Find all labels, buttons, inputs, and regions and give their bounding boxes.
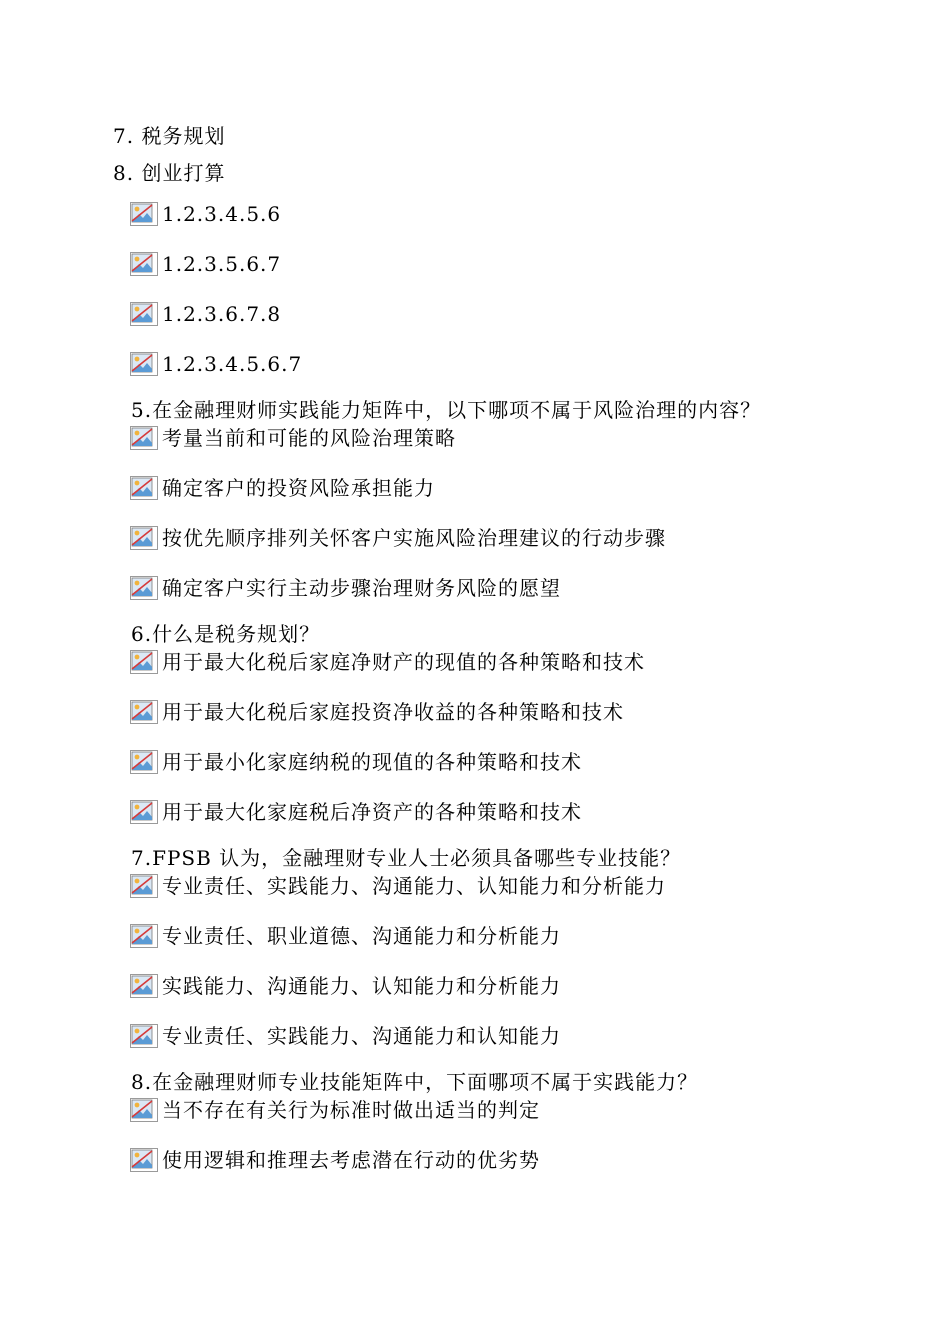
option-text: 用于最大化税后家庭投资净收益的各种策略和技术 — [162, 700, 624, 724]
broken-image-icon — [130, 974, 158, 998]
option-row — [130, 1096, 540, 1124]
option-text: 1.2.3.6.7.8 — [162, 302, 282, 326]
option-row — [130, 250, 281, 278]
option-text: 1.2.3.5.6.7 — [162, 252, 282, 276]
broken-image-icon — [130, 750, 158, 774]
option-row — [130, 200, 281, 228]
broken-image-icon — [130, 924, 158, 948]
option-row — [130, 300, 281, 328]
question-text: 6.什么是税务规划？ — [131, 622, 321, 646]
option-text: 1.2.3.4.5.6 — [162, 202, 282, 226]
broken-image-icon — [130, 352, 158, 376]
option-row — [130, 698, 624, 726]
option-row — [130, 648, 645, 676]
option-text: 专业责任、职业道德、沟通能力和分析能力 — [162, 924, 561, 948]
broken-image-icon — [130, 476, 158, 500]
question-text: 5.在金融理财师实践能力矩阵中，以下哪项不属于风险治理的内容？ — [131, 398, 762, 422]
option-row — [130, 1146, 540, 1174]
option-text: 按优先顺序排列关怀客户实施风险治理建议的行动步骤 — [162, 526, 666, 550]
option-text: 专业责任、实践能力、沟通能力和认知能力 — [162, 1024, 561, 1048]
option-row — [130, 1022, 561, 1050]
broken-image-icon — [130, 426, 158, 450]
broken-image-icon — [130, 302, 158, 326]
broken-image-icon — [130, 576, 158, 600]
option-row — [130, 574, 561, 602]
option-text: 使用逻辑和推理去考虑潜在行动的优劣势 — [162, 1148, 540, 1172]
option-row — [130, 748, 582, 776]
option-row — [130, 872, 666, 900]
option-row — [130, 922, 561, 950]
option-text: 当不存在有关行为标准时做出适当的判定 — [162, 1098, 540, 1122]
option-row — [130, 524, 666, 552]
question-text: 7.FPSB 认为，金融理财专业人士必须具备哪些专业技能？ — [131, 846, 682, 870]
option-row — [130, 350, 302, 378]
broken-image-icon — [130, 1024, 158, 1048]
option-text: 1.2.3.4.5.6.7 — [162, 352, 303, 376]
intro-item: 8. 创业打算 — [113, 161, 226, 185]
option-text: 确定客户的投资风险承担能力 — [162, 476, 435, 500]
broken-image-icon — [130, 874, 158, 898]
broken-image-icon — [130, 252, 158, 276]
broken-image-icon — [130, 202, 158, 226]
option-text: 实践能力、沟通能力、认知能力和分析能力 — [162, 974, 561, 998]
option-text: 确定客户实行主动步骤治理财务风险的愿望 — [162, 576, 561, 600]
broken-image-icon — [130, 700, 158, 724]
broken-image-icon — [130, 650, 158, 674]
option-row — [130, 474, 435, 502]
option-text: 用于最小化家庭纳税的现值的各种策略和技术 — [162, 750, 582, 774]
intro-item: 7. 税务规划 — [113, 124, 226, 148]
broken-image-icon — [130, 526, 158, 550]
option-row — [130, 972, 561, 1000]
broken-image-icon — [130, 1098, 158, 1122]
broken-image-icon — [130, 1148, 158, 1172]
option-row — [130, 798, 582, 826]
option-text: 专业责任、实践能力、沟通能力、认知能力和分析能力 — [162, 874, 666, 898]
option-text: 用于最大化家庭税后净资产的各种策略和技术 — [162, 800, 582, 824]
option-row — [130, 424, 456, 452]
option-text: 用于最大化税后家庭净财产的现值的各种策略和技术 — [162, 650, 645, 674]
option-text: 考量当前和可能的风险治理策略 — [162, 426, 456, 450]
question-text: 8.在金融理财师专业技能矩阵中，下面哪项不属于实践能力？ — [131, 1070, 699, 1094]
broken-image-icon — [130, 800, 158, 824]
